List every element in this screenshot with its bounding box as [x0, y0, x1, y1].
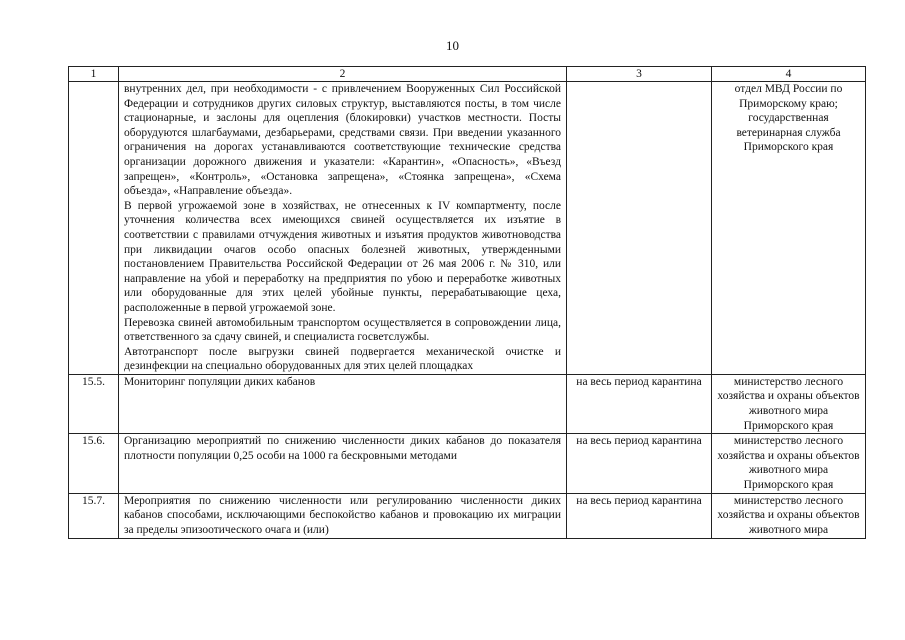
measure-text: Организацию мероприятий по снижению численности диких кабанов до показателя плотности популяции 0,25 особи на 1000 га бескровными методами: [119, 434, 567, 493]
measure-text-cell: [119, 82, 567, 375]
period: на весь период карантина: [567, 434, 712, 493]
table-row-continuation: [69, 82, 866, 375]
responsible: министерство лесного хозяйства и охраны объектов животного мира Приморского края: [712, 434, 866, 493]
column-header-1: 1: [69, 67, 119, 82]
page-number: 10: [446, 38, 459, 53]
measure-text: Мониторинг популяции диких кабанов: [119, 374, 567, 433]
header-row: [69, 67, 866, 82]
paragraph: Перевозка свиней автомобильным транспортом осуществляется в сопровождении лица, ответственного за сдачу свиней, и специалиста госветслужбы.: [124, 316, 561, 344]
paragraph: внутренних дел, при необходимости - с привлечением Вооруженных Сил Российской Федерации и сотрудников других силовых структур, выставляются посты, в том числе стационарные, и заслоны для оцепления (блокировки) участков местности. Посты оборудуются шлагбаумами, дезбарьерами, средствами связи. При введении указанного ограничения на дорогах устанавливаются соответствующие технические средства организации дорожного движения и указатели: «Карантин», «Опасность», «Въезд запрещен», «Контроль», «Остановка запрещена», «Стоянка запрещена», «Схема объезда», «Направление объезда».: [124, 83, 561, 198]
measure-text: Мероприятия по снижению численности или регулированию численности диких кабанов способами, исключающими беспокойство кабанов и провокацию их миграции за пределы эпизоотического очага и (или): [119, 493, 567, 538]
column-header-3: 3: [567, 67, 712, 82]
paragraph: Автотранспорт после выгрузки свиней подвергается механической очистке и дезинфекции на специально оборудованных для этих целей площадках: [124, 345, 561, 373]
column-header-4: 4: [712, 67, 866, 82]
responsible-cell: отдел МВД России по Приморскому краю; государственная ветеринарная служба Приморского края: [712, 82, 866, 375]
period: на весь период карантина: [567, 374, 712, 433]
row-number-cell: [69, 82, 119, 375]
table-row: [69, 434, 866, 493]
row-number: 15.5.: [69, 374, 119, 433]
responsible: министерство лесного хозяйства и охраны объектов животного мира: [712, 493, 866, 538]
paragraph: В первой угрожаемой зоне в хозяйствах, не отнесенных к IV компартменту, после уточнения количества всех имеющихся свиней осуществляется их изъятие в соответствии с правилами отчуждения животных и изъятия продуктов животноводства при ликвидации очагов особо опасных болезней животных, утвержденными постановлением Правительства Российской Федерации от 26 мая 2006 г. № 310, или направление на убой и переработку на предприятия по убою и переработке животных или оборудованные для этих целей убойные пункты, перерабатывающие цеха, расположенные в первой угрожаемой зоне.: [124, 199, 561, 314]
row-number: 15.6.: [69, 434, 119, 493]
period: на весь период карантина: [567, 493, 712, 538]
measures-table: [68, 66, 866, 539]
row-number: 15.7.: [69, 493, 119, 538]
responsible: министерство лесного хозяйства и охраны объектов животного мира Приморского края: [712, 374, 866, 433]
period-cell: [567, 82, 712, 375]
table-row: [69, 493, 866, 538]
column-header-2: 2: [119, 67, 567, 82]
table-row: [69, 374, 866, 433]
